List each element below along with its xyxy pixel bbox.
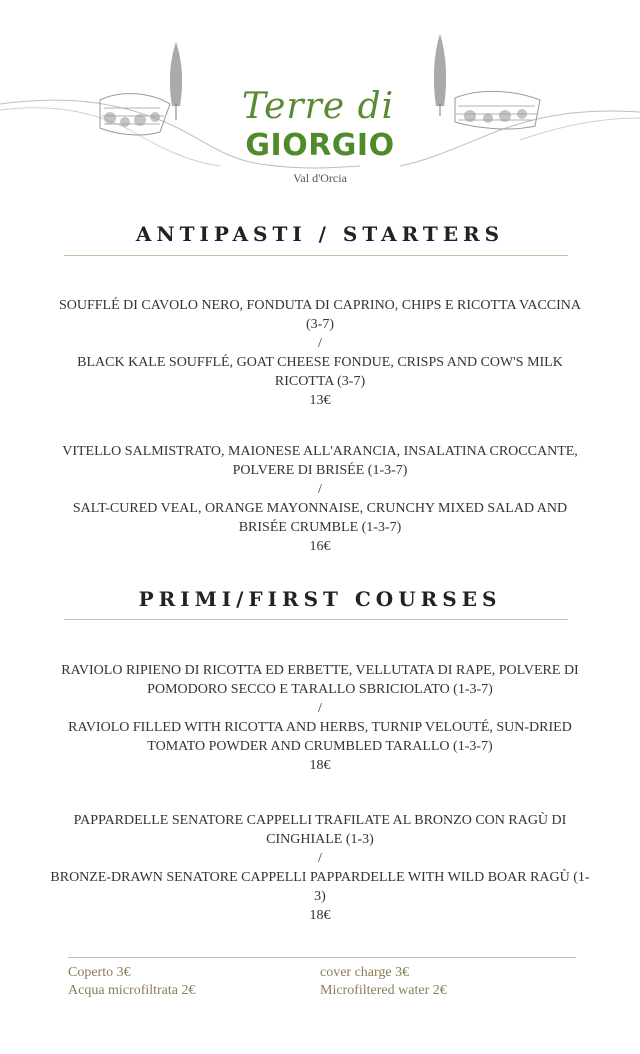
footer-italian: [68, 964, 196, 1000]
dish-separator: /: [318, 701, 322, 716]
dish-price: 16€: [309, 539, 331, 554]
dish-price: 18€: [309, 758, 331, 773]
section-divider: [64, 619, 568, 620]
section-title-starters: ANTIPASTI / STARTERS: [135, 222, 505, 246]
dish-name-it: RAVIOLO RIPIENO DI RICOTTA ED ERBETTE, VELLUTATA DI RAPE, POLVERE DI POMODORO SECCO E TARALLO SBRICIOLATO (1-3-7): [61, 663, 579, 697]
dish-separator: /: [318, 336, 322, 351]
brand-location: Val d'Orcia: [293, 171, 347, 185]
menu-header: [0, 0, 640, 200]
dish-name-it: VITELLO SALMISTRATO, MAIONESE ALL'ARANCIA, INSALATINA CROCCANTE, POLVERE DI BRISÉE (1-3-7): [62, 444, 578, 478]
dish-name-en: RAVIOLO FILLED WITH RICOTTA AND HERBS, TURNIP VELOUTÉ, SUN-DRIED TOMATO POWDER AND CRUMBLED TARALLO (1-3-7): [68, 720, 572, 754]
dish-price: 13€: [309, 393, 331, 408]
dish-separator: /: [318, 851, 322, 866]
dish-price: 18€: [309, 908, 331, 923]
dish-name-en: BRONZE-DRAWN SENATORE CAPPELLI PAPPARDELLE WITH WILD BOAR RAGÙ (1-3): [50, 870, 590, 904]
water-it: Acqua microfiltrata 2€: [68, 983, 196, 998]
water-en: Microfiltered water 2€: [320, 983, 447, 998]
dish-separator: /: [318, 482, 322, 497]
section-title-first-courses: PRIMI/FIRST COURSES: [138, 587, 502, 611]
brand-name: GIORGIO: [245, 128, 395, 163]
section-divider: [64, 255, 568, 256]
dish-name-en: BLACK KALE SOUFFLÉ, GOAT CHEESE FONDUE, CRISPS AND COW'S MILK RICOTTA (3-7): [77, 355, 563, 389]
footer-english: [320, 964, 447, 1000]
dish-item: [50, 811, 590, 925]
dish-item: [40, 661, 600, 775]
brand-script: Terre di: [241, 86, 395, 127]
dish-name-it: PAPPARDELLE SENATORE CAPPELLI TRAFILATE AL BRONZO CON RAGÙ DI CINGHIALE (1-3): [73, 813, 567, 847]
dish-item: [50, 296, 590, 410]
cover-charge-it: Coperto 3€: [68, 965, 131, 980]
dish-item: [50, 442, 590, 556]
cover-charge-en: cover charge 3€: [320, 965, 410, 980]
footer-divider: [68, 957, 576, 958]
dish-name-en: SALT-CURED VEAL, ORANGE MAYONNAISE, CRUNCHY MIXED SALAD AND BRISÉE CRUMBLE (1-3-7): [72, 501, 568, 535]
dish-name-it: SOUFFLÉ DI CAVOLO NERO, FONDUTA DI CAPRINO, CHIPS E RICOTTA VACCINA (3-7): [58, 298, 582, 332]
